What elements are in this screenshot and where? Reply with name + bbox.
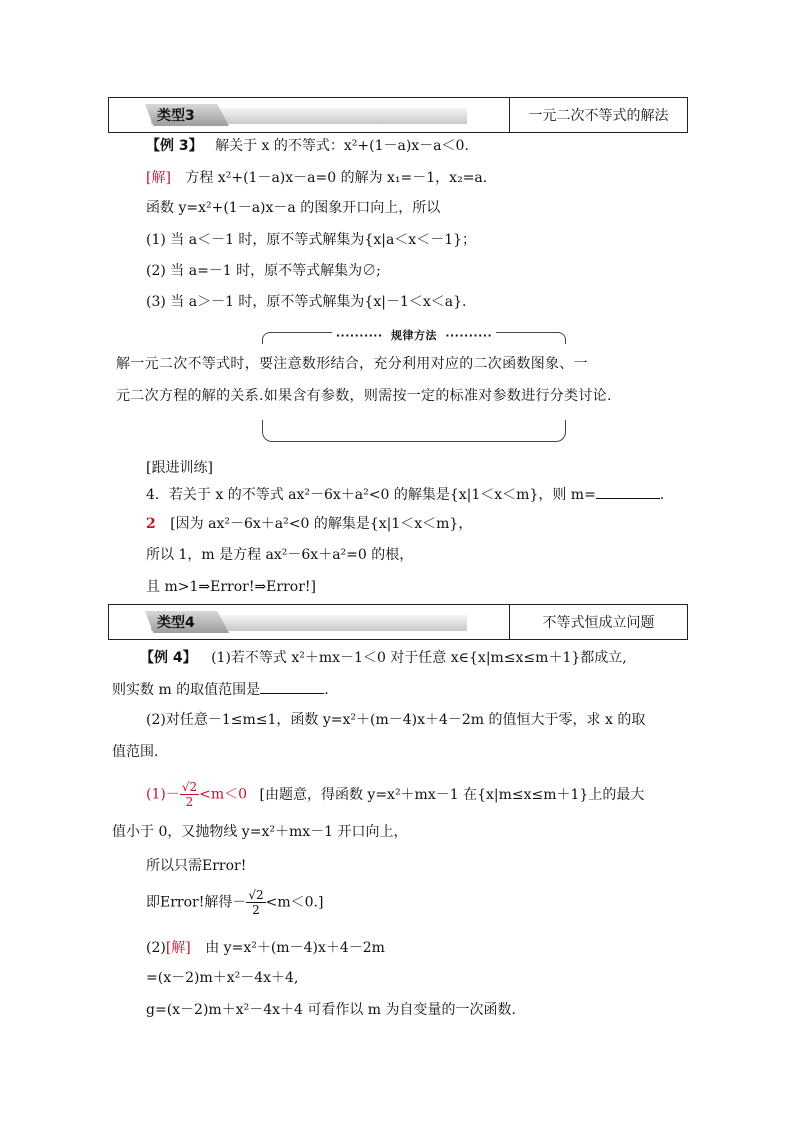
solution4-part2-line-3: g=(x－2)m＋x²－4x＋4 可看作以 m 为自变量的一次函数. — [146, 1002, 516, 1018]
practice-answer-3: 且 m>1⇒Error!⇒Error!] — [146, 579, 316, 595]
solution-line-2: 函数 y=x²+(1－a)x－a 的图象开口向上，所以 — [146, 200, 441, 216]
solution4-line-2: 值小于 0，又抛物线 y=x²＋mx－1 开口向上， — [112, 824, 408, 840]
fraction: $\frac{√2}{2}$ — [248, 888, 264, 917]
answer-blank — [260, 679, 324, 694]
solution4-part2-line-2: =(x－2)m＋x²－4x＋4, — [146, 970, 299, 986]
example4-line-2: 则实数 m 的取值范围是 . — [112, 679, 329, 700]
practice-answer-value: 2 — [146, 516, 156, 532]
example4-line-3: (2)对任意－1≤m≤1，函数 y=x²＋(m－4)x＋4－2m 的值恒大于零，求 x 的取 — [146, 712, 646, 728]
practice-question: 4．若关于 x 的不等式 ax²－6x＋a²<0 的解集是{x|1＜x＜m}，则 m= . — [146, 484, 664, 505]
section-header-type3 — [108, 97, 688, 133]
method-text-1: 解一元二次不等式时，要注意数形结合，充分利用对应的二次函数图象、一 — [116, 356, 588, 372]
solution4-line-1: (1)－ $\frac{√2}{2}$ <m＜0 [由题意，得函数 y=x²＋mx－1 在{x|m≤x≤m＋1}上的最大 — [146, 780, 645, 809]
example-label: 【例 4】 — [140, 650, 197, 666]
example-question: 解关于 x 的不等式：x²+(1－a)x－a＜0. — [215, 138, 469, 154]
solution4-part2-line-1: (2)[解] 由 y=x²＋(m－4)x＋4－2m — [146, 940, 385, 956]
section-title: 不等式恒成立问题 — [542, 615, 655, 631]
practice-answer-1: 2 [因为 ax²－6x＋a²<0 的解集是{x|1＜x＜m}， — [146, 516, 473, 532]
method-text-2: 元二次方程的解的关系.如果含有参数，则需按一定的标准对参数进行分类讨论. — [116, 388, 612, 404]
solution-tag: [解] — [165, 940, 191, 956]
example4-line-4: 值范围. — [112, 744, 159, 760]
practice-answer-2: 所以 1，m 是方程 ax²－6x＋a²=0 的根， — [146, 547, 414, 563]
example3-line — [146, 136, 469, 156]
fraction: $\frac{√2}{2}$ — [181, 780, 198, 809]
answer-blank — [596, 484, 660, 499]
section-tab-label: 类型3 — [157, 108, 195, 124]
method-label: ·········· 规律方法 ·········· — [262, 327, 566, 343]
practice-label: [跟进训练] — [146, 460, 213, 476]
section-title: 一元二次不等式的解法 — [528, 108, 669, 124]
solution-case-1: (1) 当 a＜－1 时，原不等式解集为{x|a＜x＜－1}； — [146, 232, 477, 248]
section-tab-label: 类型4 — [157, 615, 195, 631]
example-label: 【例 3】 — [146, 138, 203, 154]
example4-line-1: 【例 4】 (1)若不等式 x²＋mx－1＜0 对于任意 x∈{x|m≤x≤m＋1}都成立, — [140, 650, 627, 666]
solution-tag: [解] — [146, 170, 171, 186]
solution-case-2: (2) 当 a=－1 时，原不等式解集为∅; — [146, 263, 381, 279]
solution-line-1: [解] 方程 x²+(1－a)x－a=0 的解为 x₁=－1，x₂=a. — [146, 170, 488, 186]
solution4-line-3: 所以只需Error! — [146, 858, 247, 874]
section-header-type4 — [108, 604, 688, 640]
solution-case-3: (3) 当 a＞－1 时，原不等式解集为{x|－1＜x＜a}. — [146, 294, 467, 310]
solution4-line-4: 即Error!解得－ $\frac{√2}{2}$ <m＜0.] — [146, 888, 324, 917]
